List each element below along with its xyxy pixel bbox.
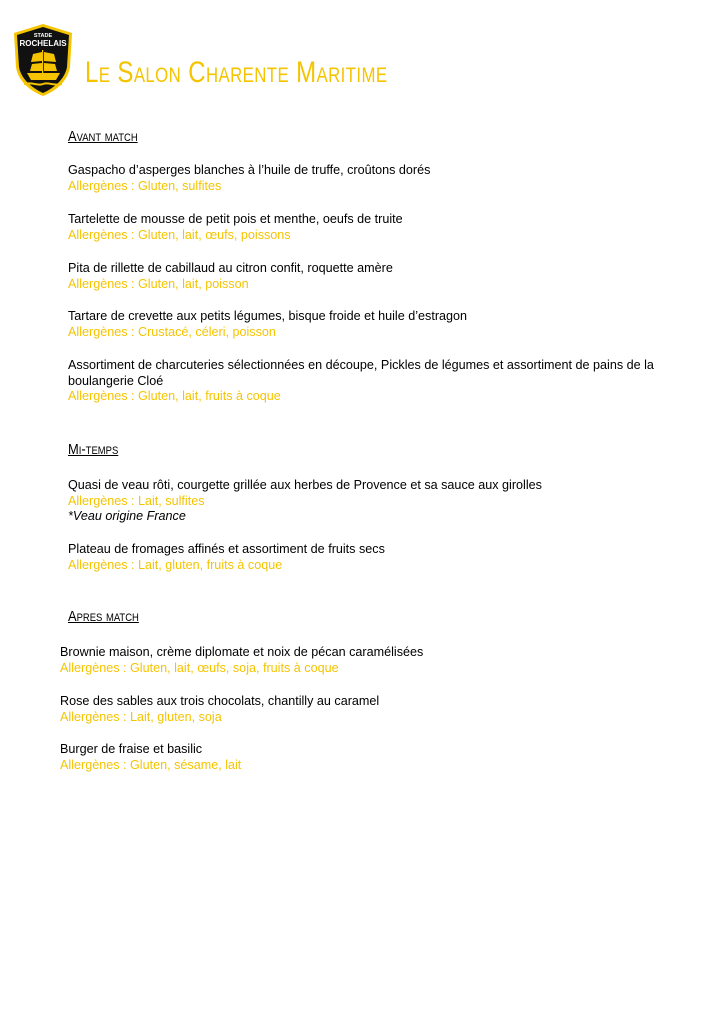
dish-name: Quasi de veau rôti, courgette grillée aux herbes de Provence et sa sauce aux girolles	[68, 478, 542, 492]
list-item	[68, 358, 698, 405]
allergens-text: Allergènes : Gluten, lait, poisson	[68, 276, 249, 291]
logo-text-top: STADE	[33, 33, 53, 39]
list-item	[68, 212, 698, 243]
section-heading: Mi-temps	[68, 441, 119, 458]
list-item	[68, 478, 698, 525]
section-heading: Apres match	[68, 608, 139, 625]
list-item	[60, 694, 690, 725]
allergens-text: Allergènes : Lait, gluten, fruits à coque	[68, 557, 283, 572]
dish-name: Rose des sables aux trois chocolats, chantilly au caramel	[60, 694, 380, 708]
list-item	[68, 542, 698, 573]
allergens-text: Allergènes : Gluten, lait, œufs, poissons	[68, 227, 291, 242]
dish-name-line1: Assortiment de charcuteries sélectionnées en découpe, Pickles de légumes et assortiment de pains de la	[68, 358, 654, 372]
logo-text-main: ROCHELAIS	[19, 39, 67, 48]
list-item	[68, 261, 698, 292]
section-apres-match	[68, 608, 150, 626]
allergens-text: Allergènes : Gluten, sulfites	[68, 178, 222, 193]
section-avant-match	[68, 128, 149, 146]
allergens-text: Allergènes : Gluten, lait, œufs, soja, fruits à coque	[60, 660, 339, 675]
allergens-text: Allergènes : Crustacé, céleri, poisson	[68, 324, 276, 339]
section-heading: Avant match	[68, 128, 138, 145]
allergens-text: Allergènes : Gluten, sésame, lait	[60, 757, 242, 772]
allergens-text: Allergènes : Gluten, lait, fruits à coque	[68, 389, 281, 403]
dish-name: Gaspacho d’asperges blanches à l’huile de truffe, croûtons dorés	[68, 163, 431, 177]
list-item	[68, 163, 698, 194]
allergens-text: Allergènes : Lait, sulfites	[68, 493, 205, 508]
list-item	[60, 645, 690, 676]
dish-name: Brownie maison, crème diplomate et noix de pécan caramélisées	[60, 645, 424, 659]
dish-name: Plateau de fromages affinés et assortiment de fruits secs	[68, 542, 385, 556]
dish-name-line2: boulangerie Cloé	[68, 373, 164, 388]
stade-rochelais-logo	[12, 23, 74, 97]
list-item	[68, 309, 698, 340]
dish-name: Burger de fraise et basilic	[60, 742, 203, 756]
dish-name: Tartelette de mousse de petit pois et menthe, oeufs de truite	[68, 212, 403, 226]
allergens-text: Allergènes : Lait, gluten, soja	[60, 709, 222, 724]
section-mi-temps	[68, 441, 126, 459]
dish-name: Pita de rillette de cabillaud au citron confit, roquette amère	[68, 261, 393, 275]
list-item	[60, 742, 690, 773]
page-title: Le Salon Charente Maritime	[85, 56, 388, 89]
dish-name: Tartare de crevette aux petits légumes, bisque froide et huile d’estragon	[68, 309, 468, 323]
origin-note: *Veau origine France	[68, 509, 186, 523]
